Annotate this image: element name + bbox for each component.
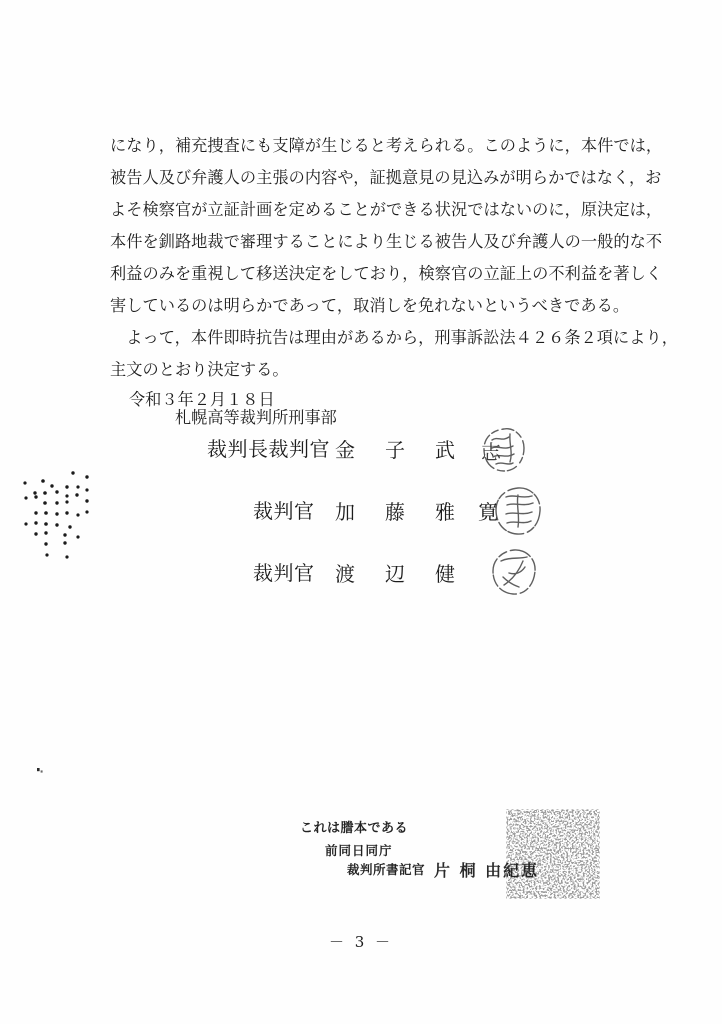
judge-name-char: 渡 [335, 562, 355, 586]
judge-name-char: 辺 [385, 562, 405, 586]
body-line: 被告人及び弁護人の主張の内容や，証拠意見の見込みが明らかではなく，お [110, 168, 662, 187]
judge-name-char: 雅 [435, 500, 455, 524]
judge-name-char: 健 [435, 562, 455, 586]
judge-name-char: 金 [335, 438, 355, 462]
body-line: 本件を釧路地裁で審理することにより生じる被告人及び弁護人の一般的な不 [110, 232, 663, 251]
court-name: 札幌高等裁判所刑事部 [175, 408, 337, 427]
judge-title: 裁判官 [253, 561, 315, 585]
body-line: 害しているのは明らかであって，取消しを免れないというべきである。 [110, 296, 630, 315]
certified-copy-statement: これは謄本である [300, 821, 409, 836]
judge-hanko-seal-icon [492, 485, 544, 537]
clerk-square-stamp-icon [505, 808, 601, 900]
body-line: 主文のとおり決定する。 [110, 360, 289, 379]
judge-name-char: 志 [481, 440, 501, 464]
judge-name-char: 武 [435, 438, 455, 462]
stray-ink-mark [36, 767, 46, 777]
clerk-title: 裁判所書記官 [347, 862, 426, 877]
judge-hanko-seal-icon [489, 547, 539, 597]
judge-name-char: 藤 [385, 500, 405, 524]
margin-dot-pattern [18, 462, 96, 564]
body-line: になり，補充捜査にも支障が生じると考えられる。このように，本件では， [110, 136, 663, 155]
clerk-name: 片 桐 由紀恵 [434, 860, 540, 880]
judge-title: 裁判長裁判官 [207, 437, 330, 461]
body-line: 利益のみを重視して移送決定をしており，検察官の立証上の不利益を著しく [110, 264, 663, 283]
judge-name-char: 子 [385, 438, 405, 462]
body-line: よそ検察官が立証計画を定めることができる状況ではないのに，原決定は， [110, 200, 663, 219]
judge-name-char: 加 [335, 500, 355, 524]
judge-name-char: 寛 [478, 500, 498, 524]
decision-date: 令和３年２月１８日 [129, 390, 275, 409]
decision-body [110, 130, 678, 386]
body-line: よって，本件即時抗告は理由があるから，刑事訴訟法４２６条２項により， [110, 328, 678, 347]
judge-title: 裁判官 [253, 499, 315, 523]
presiding-judge-hanko-seal-icon [480, 426, 528, 474]
page-number: － 3 － [328, 933, 394, 951]
certification-date-line: 前同日同庁 [325, 843, 393, 858]
